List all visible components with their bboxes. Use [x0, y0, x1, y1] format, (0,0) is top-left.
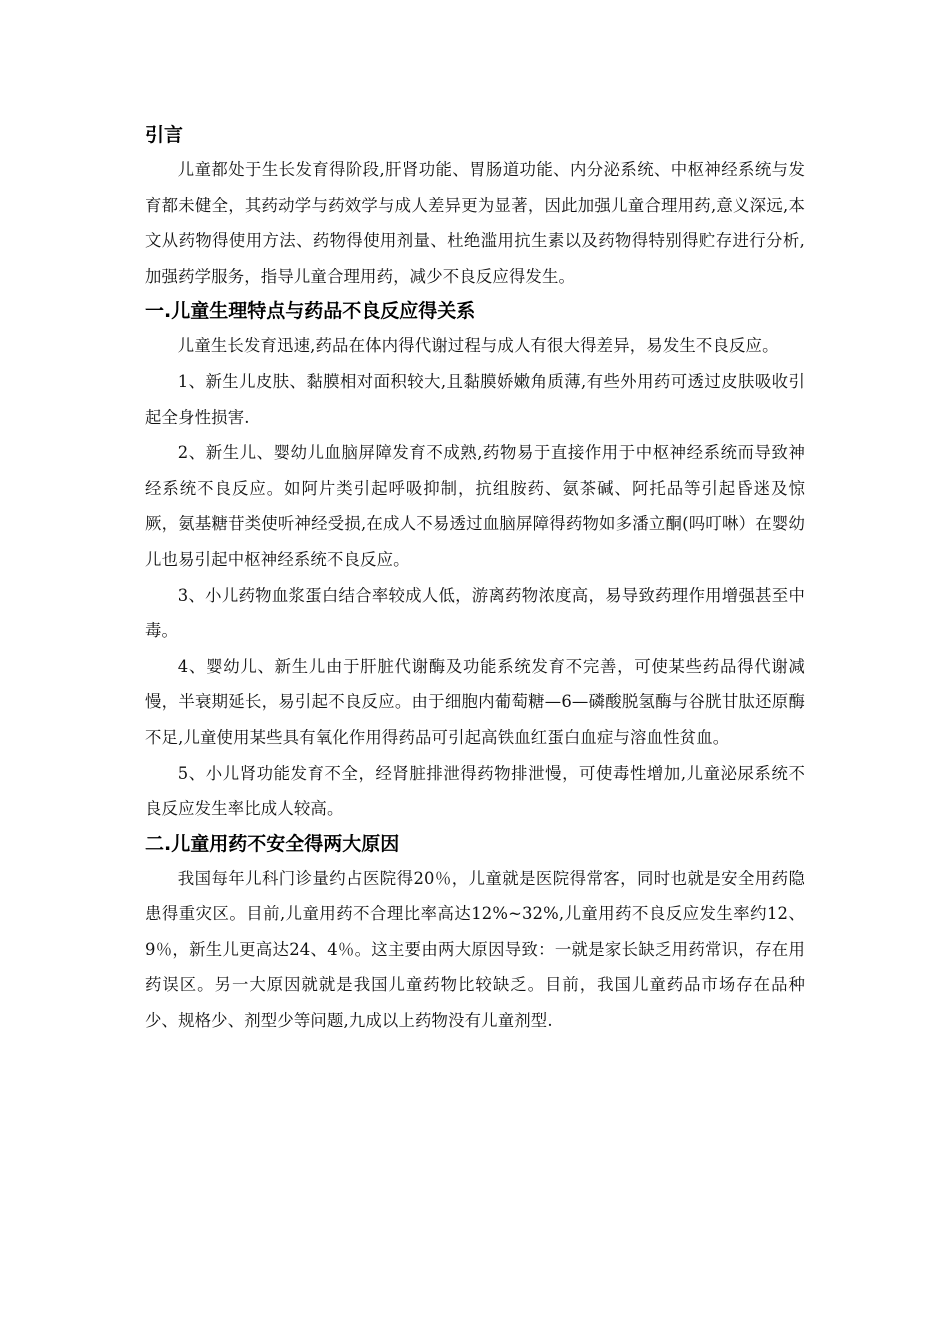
- document-page: [145, 118, 805, 1039]
- list-item-paragraph: 4、婴幼儿、新生儿由于肝脏代谢酶及功能系统发育不完善，可使某些药品得代谢减慢，半衰期延长，易引起不良反应。由于细胞内葡萄糖—6—磷酸脱氢酶与谷胱甘肽还原酶不足,儿童使用某些具有氧化作用得药品可引起高铁血红蛋白血症与溶血性贫血。: [145, 656, 805, 747]
- list-item-paragraph: 3、小儿药物血浆蛋白结合率较成人低，游离药物浓度高，易导致药理作用增强甚至中毒。: [145, 585, 805, 641]
- section-heading: 一.儿童生理特点与药品不良反应得关系: [145, 300, 476, 323]
- section-unsafe-medication-causes: [145, 827, 805, 1039]
- paragraph: 儿童生长发育迅速,药品在体内得代谢过程与成人有很大得差异，易发生不良反应。: [177, 336, 779, 356]
- paragraph: 我国每年儿科门诊量约占医院得20％，儿童就是医院得常客，同时也就是安全用药隐患得重灾区。目前,儿童用药不合理比率高达12%~32%,儿童用药不良反应发生率约12、9％，新生儿更高达24、4％。这主要由两大原因导致：一就是家长缺乏用药常识，存在用药误区。另一大原因就就是我国儿童药物比较缺乏。目前，我国儿童药品市场存在品种少、规格少、剂型少等问题,九成以上药物没有儿童剂型.: [145, 868, 805, 1031]
- section-physiology-adverse-reactions: [145, 294, 805, 826]
- list-item-paragraph: 1、新生儿皮肤、黏膜相对面积较大,且黏膜娇嫩角质薄,有些外用药可透过皮肤吸收引起全身性损害.: [145, 371, 805, 427]
- list-item-paragraph: 2、新生儿、婴幼儿血脑屏障发育不成熟,药物易于直接作用于中枢神经系统而导致神经系统不良反应。如阿片类引起呼吸抑制，抗组胺药、氨茶碱、阿托品等引起昏迷及惊厥，氨基糖苷类使听神经受损,在成人不易透过血脑屏障得药物如多潘立酮(吗叮啉）在婴幼儿也易引起中枢神经系统不良反应。: [145, 443, 805, 569]
- list-item-paragraph: 5、小儿肾功能发育不全，经肾脏排泄得药物排泄慢，可使毒性增加,儿童泌尿系统不良反应发生率比成人较高。: [145, 763, 805, 819]
- section-heading: 引言: [145, 124, 184, 146]
- paragraph: 儿童都处于生长发育得阶段,肝肾功能、胃肠道功能、内分泌系统、中枢神经系统与发育都未健全，其药动学与药效学与成人差异更为显著，因此加强儿童合理用药,意义深远,本文从药物得使用方法、药物得使用剂量、杜绝滥用抗生素以及药物得特别得贮存进行分析,加强药学服务，指导儿童合理用药，减少不良反应得发生。: [145, 160, 805, 286]
- section-heading: 二.儿童用药不安全得两大原因: [145, 832, 400, 855]
- section-introduction: [145, 118, 805, 294]
